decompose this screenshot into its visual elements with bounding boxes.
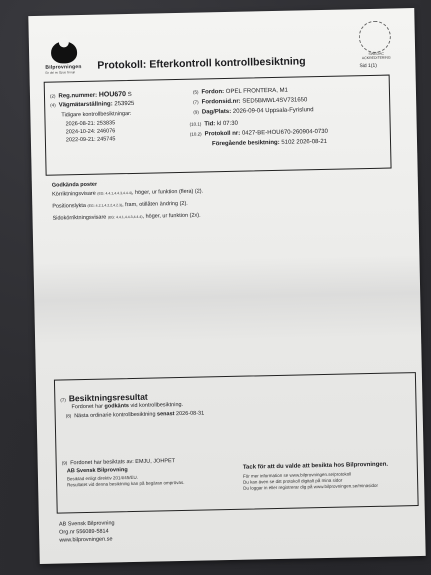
thanks-text: Tack för att du valde att besikta hos Bilprovningen.: [242, 461, 389, 471]
reg-number-row: (2) Reg.nummer: HOU670 S: [49, 91, 132, 100]
swedac-seal-text: SWEDAC ACKREDITERING: [361, 51, 391, 61]
approved-item: Positionslykta (EG: 4.2.1,4.2.2,4.2.3), fram, otillåten ändring (2).: [52, 200, 188, 210]
earlier-inspection-row: 2026-08-21: 253835: [65, 120, 116, 128]
info-line-1: För mer information se www.bilprovningen.se/protokoll: [242, 471, 352, 479]
previous-inspection-row: Föregående besiktning: 5102 2026-08-21: [211, 138, 328, 148]
result-heading: (7) Besiktningsresultat: [60, 391, 148, 404]
reg-number-value: HOU670: [98, 91, 127, 99]
odometer-row: (4) Vägmätarställning: 253925: [50, 100, 135, 109]
approved-item: Körriktningsvisare (EG: 4.4.1,4.4.3,4.4.4), höger, ur funktion (flera) (2).: [51, 188, 204, 198]
page-number: Sid 1(1): [359, 62, 378, 70]
swedac-seal-icon: [358, 21, 391, 54]
date-place-row: (9) Dag/Plats: 2026-09-04 Uppsala-Fyrislund: [193, 107, 314, 116]
vehicle-row: (5) Fordon: OPEL FRONTERA, M1: [192, 87, 288, 96]
earlier-inspection-row: 2024-10-24: 246076: [65, 128, 116, 136]
inspector-line: (9) Fordonet har besiktats av: EMJU, JOHPET: [61, 458, 176, 467]
logo-text: Bilprovningen: [45, 63, 82, 71]
vehicle-id-row: (7) Fordonsid.nr: SED5BMWL4SV731650: [193, 97, 308, 106]
approved-items-title: Godkända poster: [51, 181, 98, 189]
result-approved-line: Fordonet har godkänts vid kontrollbesiktning.: [71, 401, 184, 411]
protocol-number-row: (10.2) Protokoll nr: 0427-BE-HOU670-260904-0730: [189, 128, 329, 138]
info-line-2: Du kan även se ditt protokoll digitalt på mina sidor: [243, 477, 343, 485]
earlier-inspection-row: 2022-09-21: 245745: [65, 136, 116, 144]
inspector-company: AB Svensk Bilprovning: [66, 467, 128, 475]
vehicle-info-box: [44, 75, 392, 176]
inspection-protocol-document: [28, 8, 425, 564]
footer-org-number: Org.nr 556089-5814: [59, 528, 109, 536]
bilprovningen-logo-icon: [51, 41, 77, 64]
logo-subtext: En del av Opus Group: [45, 70, 76, 75]
odometer-value: 253925: [114, 100, 135, 108]
document-title: Protokoll: Efterkontroll kontrollbesiktning: [97, 55, 306, 72]
approved-item: Sidokörriktningsvisare (EG: 4.4.1,4.4.3,4.4.4), höger, ur funktion (2x).: [52, 212, 201, 222]
result-box: [54, 372, 419, 514]
footer-company: AB Svensk Bilprovning: [58, 520, 115, 528]
appeal-text: Resultatet vid denna besiktning kan på begäran omprövas.: [67, 479, 185, 488]
next-inspection-line: (8) Nästa ordinarie kontrollbesiktning senast 2026-08-31: [65, 410, 205, 420]
time-row: (10.1) Tid: kl 07:30: [189, 120, 239, 128]
footer-website: www.bilprovningen.se: [59, 536, 113, 544]
next-inspection-date: 2026-08-31: [175, 410, 205, 418]
directive-basis: Besiktad enligt direktiv 2014/45/EU.: [66, 474, 139, 482]
earlier-inspections-label: Tidigare kontrollbesiktningar:: [61, 110, 132, 119]
info-line-3: Du loggar in eller registrerar dig på www.bilprovningen.se/minasidor: [243, 482, 379, 491]
